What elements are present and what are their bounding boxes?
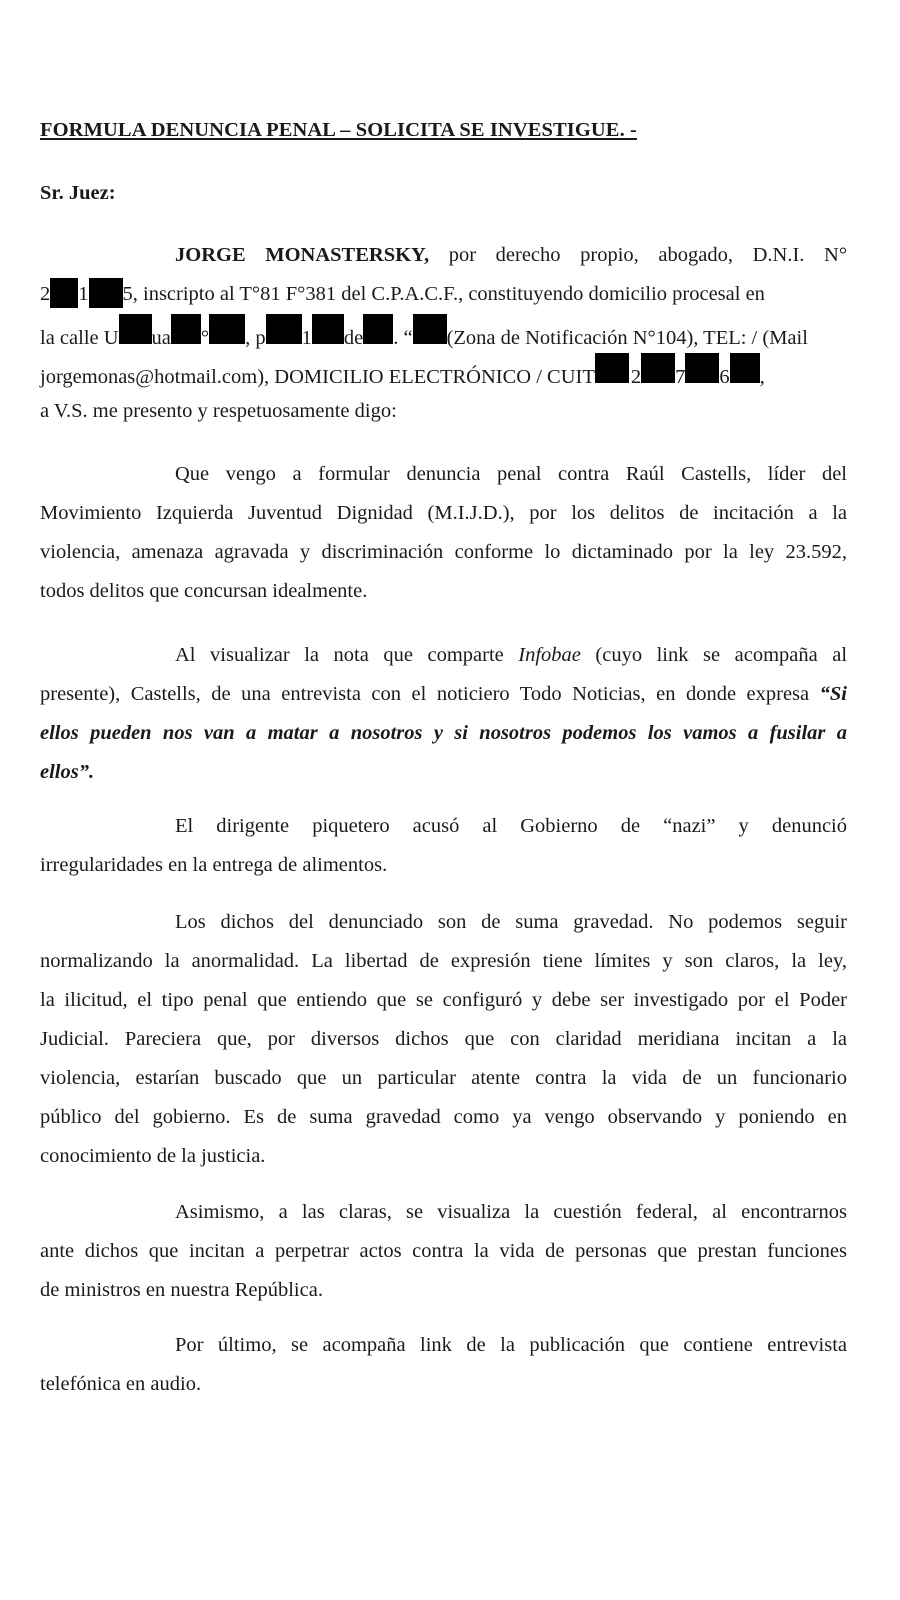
- email-and-cuit: jorgemonas@hotmail.com), DOMICILIO ELECTRÓNICO / CUIT: [40, 366, 595, 388]
- p1-line-3: [40, 314, 847, 353]
- redaction-box: [50, 278, 78, 308]
- p3-line-1-b: (cuyo link se acompaña al: [595, 644, 848, 666]
- redaction-box: [171, 314, 201, 344]
- p5-line-1: [40, 903, 847, 942]
- p5-line-6: público del gobierno. Es de suma gravedad como ya vengo observando y poniendo en: [40, 1106, 847, 1128]
- dni-part-1: 2: [40, 283, 51, 305]
- p7-line-1-text: Por último, se acompaña link de la publicación que contiene entrevista: [175, 1334, 847, 1356]
- redaction-box: [641, 353, 675, 383]
- address-part-2: ua: [151, 327, 171, 349]
- p2-line-1: [40, 455, 847, 494]
- redaction-box: [363, 314, 393, 344]
- address-part-5: 1: [301, 327, 312, 349]
- redaction-box: [413, 314, 447, 344]
- p6-line-2: ante dichos que incitan a perpetrar actos contra la vida de personas que prestan funciones: [40, 1240, 847, 1262]
- quote-start: “Si: [819, 683, 847, 705]
- p2-line-3: violencia, amenaza agravada y discriminación conforme lo dictaminado por la ley 23.592,: [40, 541, 847, 563]
- address-part-4: , p: [245, 327, 266, 349]
- address-part-3: °: [200, 327, 210, 349]
- p1-line-1-text: por derecho propio, abogado, D.N.I. N°: [448, 244, 848, 266]
- p3-line-2-a: presente), Castells, de una entrevista con el noticiero Todo Noticias, en donde expresa: [40, 683, 810, 705]
- cuit-part-1: 2: [630, 366, 642, 388]
- dni-part-3: 5, inscripto al T°81 F°381 del C.P.A.C.F., constituyendo domicilio procesal en: [122, 283, 765, 305]
- address-part-6: de: [343, 327, 364, 349]
- p1-line-2: [40, 275, 847, 314]
- plaintiff-name: JORGE MONASTERSKY,: [175, 244, 430, 266]
- p4-line-1: [40, 807, 847, 846]
- salutation: Sr. Juez:: [40, 182, 116, 204]
- paragraph-federal: [40, 1193, 847, 1310]
- p1-line-1: [40, 236, 847, 275]
- p4-line-1-text: El dirigente piquetero acusó al Gobierno de “nazi” y denunció: [175, 815, 847, 837]
- p3-line-1: [40, 636, 847, 675]
- p5-line-2: normalizando la anormalidad. La libertad de expresión tiene límites y son claros, la ley,: [40, 950, 847, 972]
- source-name: Infobae: [518, 644, 581, 666]
- p2-line-2: Movimiento Izquierda Juventud Dignidad (M.I.J.D.), por los delitos de incitación a la: [40, 502, 847, 524]
- address-part-8: (Zona de Notificación N°104), TEL: / (Mail: [446, 327, 808, 349]
- p6-line-1: [40, 1193, 847, 1232]
- redaction-box: [266, 314, 302, 344]
- p7-line-1: [40, 1326, 847, 1365]
- p5-line-3: la ilicitud, el tipo penal que entiendo que se configuró y debe ser investigado por el Poder: [40, 989, 847, 1011]
- p3-line-4: ellos”.: [40, 761, 95, 783]
- p4-line-2: irregularidades en la entrega de alimentos.: [40, 854, 388, 876]
- document-title: FORMULA DENUNCIA PENAL – SOLICITA SE INVESTIGUE. -: [40, 119, 637, 141]
- redaction-box: [119, 314, 152, 344]
- p5-line-7: conocimiento de la justicia.: [40, 1145, 266, 1167]
- p2-line-1-text: Que vengo a formular denuncia penal contra Raúl Castells, líder del: [175, 463, 847, 485]
- redaction-box: [209, 314, 245, 344]
- p3-line-1-a: Al visualizar la nota que comparte: [175, 644, 504, 666]
- p5-line-4: Judicial. Pareciera que, por diversos dichos que con claridad meridiana incitan a la: [40, 1028, 847, 1050]
- redaction-box: [89, 278, 123, 308]
- cuit-part-3: 6: [719, 366, 730, 388]
- p3-line-3: ellos pueden nos van a matar a nosotros y si nosotros podemos los vamos a fusilar a: [40, 722, 847, 744]
- p6-line-1-text: Asimismo, a las claras, se visualiza la cuestión federal, al encontrarnos: [175, 1201, 847, 1223]
- cuit-part-4: ,: [759, 366, 765, 388]
- paragraph-closing: [40, 1326, 847, 1404]
- p1-line-4: [40, 353, 847, 392]
- redaction-box: [312, 314, 344, 344]
- paragraph-infobae: [40, 636, 847, 792]
- p1-line-2-group: [40, 275, 847, 314]
- cuit-part-2: 7: [675, 366, 686, 388]
- p3-line-2: [40, 675, 847, 714]
- paragraph-identification: [40, 236, 847, 431]
- address-part-1: la calle U: [40, 327, 119, 349]
- dni-part-2: 1: [78, 283, 89, 305]
- paragraph-nazi: [40, 807, 847, 885]
- redaction-box: [730, 353, 760, 383]
- p1-line-5: a V.S. me presento y respetuosamente digo:: [40, 400, 397, 422]
- redaction-box: [595, 353, 629, 383]
- p2-line-4: todos delitos que concursan idealmente.: [40, 580, 368, 602]
- paragraph-gravity: [40, 903, 847, 1176]
- p1-line-2-id: [40, 275, 765, 314]
- p5-line-1-text: Los dichos del denunciado son de suma gravedad. No podemos seguir: [175, 911, 847, 933]
- p6-line-3: de ministros en nuestra República.: [40, 1279, 323, 1301]
- p5-line-5: violencia, estarían buscado que un particular atente contra la vida de un funcionario: [40, 1067, 847, 1089]
- paragraph-complaint: [40, 455, 847, 611]
- redaction-box: [685, 353, 719, 383]
- address-part-7: . “: [393, 327, 413, 349]
- p7-line-2: telefónica en audio.: [40, 1373, 202, 1395]
